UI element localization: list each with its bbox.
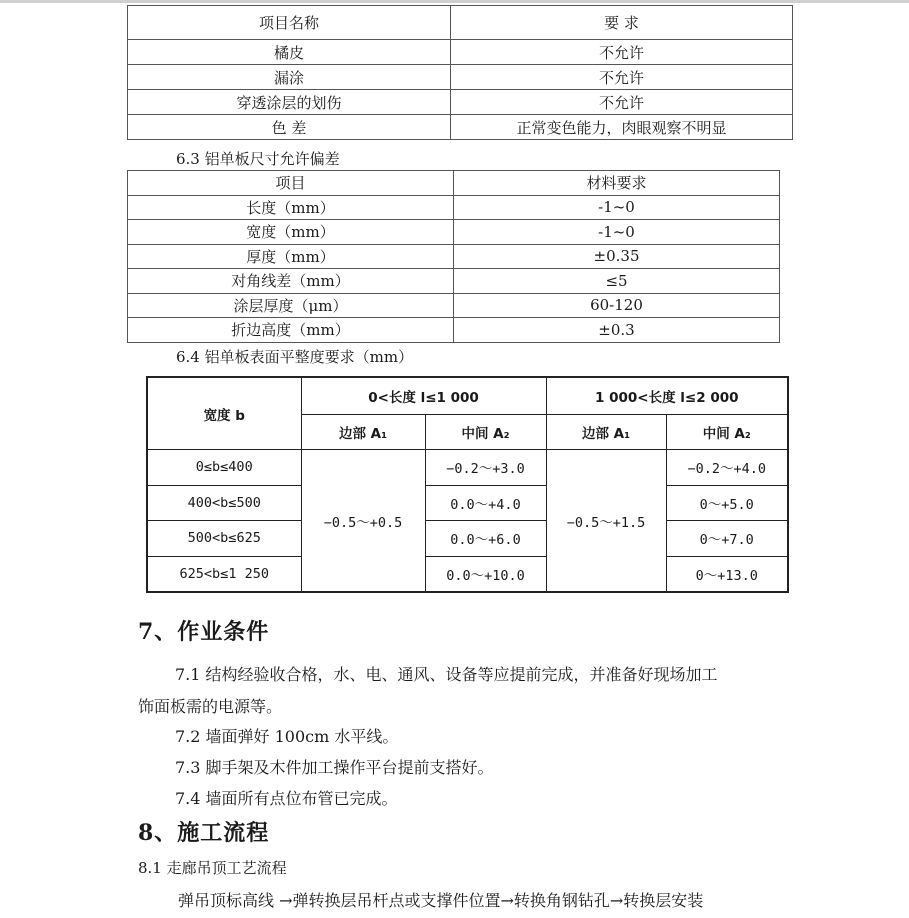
table-row [128,115,793,140]
header-cell: 要 求 [451,6,793,40]
width-cell: 400<b≤500 [147,485,301,521]
edge-value-cell: −0.5～+0.5 [301,450,425,593]
table-cell: 涂层厚度（μm） [128,293,454,318]
middle-value-cell: −0.2～+3.0 [425,450,546,486]
middle-value-cell: 0.0～+10.0 [425,556,546,592]
width-cell: 500<b≤625 [147,521,301,557]
section-8-heading: 8、施工流程 [138,820,270,846]
table-row [128,318,780,343]
middle-value-cell: 0.0～+4.0 [425,485,546,521]
table-cell: 折边高度（mm） [128,318,454,343]
middle-header-cell: 中间 A₂ [425,415,546,450]
table-cell: 不允许 [451,90,793,115]
edge-header-cell: 边部 A₁ [301,415,425,450]
table-cell: 60-120 [454,293,780,318]
width-cell: 625<b≤1 250 [147,556,301,592]
table-cell: 不允许 [451,40,793,65]
caption-6-4: 6.4 铝单板表面平整度要求（mm） [176,348,414,366]
table-row [128,40,793,65]
table-cell: ±0.35 [454,244,780,269]
page-top-border [0,0,909,3]
header-cell: 项目名称 [128,6,451,40]
table-header-row [128,171,780,196]
table-cell: 漏涂 [128,65,451,90]
table-cell: 厚度（mm） [128,244,454,269]
table-cell: 长度（mm） [128,195,454,220]
paragraph-7-1-line-1: 7.1 结构经验收合格，水、电、通风、设备等应提前完成，并准备好现场加工 [175,665,718,684]
length-group-1-header: 0<长度 l≤1 000 [301,377,546,415]
size-tolerance-table [127,170,780,343]
middle-value-cell: 0.0～+6.0 [425,521,546,557]
table-row [128,65,793,90]
flatness-requirements-table [146,376,789,593]
process-flow-line: 弹吊顶标高线 →弹转换层吊杆点或支撑件位置→转换角钢钻孔→转换层安装 [178,891,704,910]
table-cell: 色 差 [128,115,451,140]
appearance-requirements-table [127,5,793,140]
table-row [147,485,788,521]
middle-value-cell: 0～+5.0 [666,485,788,521]
table-cell: 宽度（mm） [128,220,454,245]
edge-header-cell: 边部 A₁ [546,415,666,450]
table-row [128,220,780,245]
subheading-8-1: 8.1 走廊吊顶工艺流程 [138,859,287,877]
table-cell: 对角线差（mm） [128,269,454,294]
table-row [128,195,780,220]
paragraph-7-2: 7.2 墙面弹好 100cm 水平线。 [175,727,399,746]
table-row [128,90,793,115]
paragraph-7-3: 7.3 脚手架及木件加工操作平台提前支搭好。 [175,758,494,777]
middle-value-cell: −0.2～+4.0 [666,450,788,486]
table-row [128,293,780,318]
paragraph-7-4: 7.4 墙面所有点位布管已完成。 [175,789,398,808]
section-7-heading: 7、作业条件 [138,619,270,645]
header-cell: 项目 [128,171,454,196]
table-row [147,556,788,592]
table-row [147,521,788,557]
table-row [147,450,788,486]
header-cell: 材料要求 [454,171,780,196]
edge-value-cell: −0.5～+1.5 [546,450,666,593]
table-cell: ±0.3 [454,318,780,343]
length-group-2-header: 1 000<长度 l≤2 000 [546,377,788,415]
table-cell: ≤5 [454,269,780,294]
table-cell: 穿透涂层的划伤 [128,90,451,115]
table-cell: 不允许 [451,65,793,90]
table-cell: -1~0 [454,195,780,220]
middle-header-cell: 中间 A₂ [666,415,788,450]
table-cell: 橘皮 [128,40,451,65]
table-header-row [128,6,793,40]
table-cell: 正常变色能力，肉眼观察不明显 [451,115,793,140]
width-header-cell: 宽度 b [147,377,301,450]
width-cell: 0≤b≤400 [147,450,301,486]
caption-6-3: 6.3 铝单板尺寸允许偏差 [176,150,340,168]
middle-value-cell: 0～+7.0 [666,521,788,557]
paragraph-7-1-line-2: 饰面板需的电源等。 [138,697,283,716]
table-row [128,269,780,294]
middle-value-cell: 0～+13.0 [666,556,788,592]
table-cell: -1~0 [454,220,780,245]
table-header-row [147,377,788,415]
table-row [128,244,780,269]
